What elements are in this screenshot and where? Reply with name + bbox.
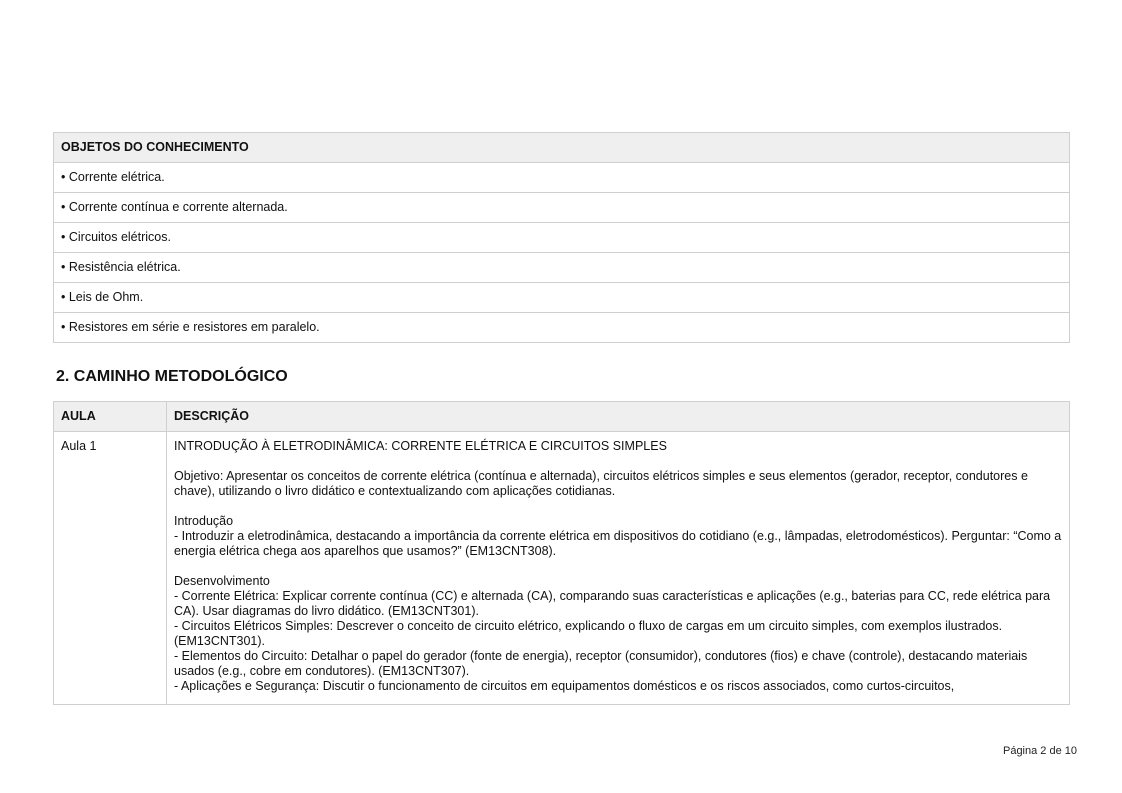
aula-title: INTRODUÇÃO À ELETRODINÂMICA: CORRENTE ELÉTRICA E CIRCUITOS SIMPLES	[174, 439, 667, 453]
objetos-table-header: OBJETOS DO CONHECIMENTO	[54, 133, 1070, 163]
page-number: Página 2 de 10	[1002, 745, 1077, 757]
table-row	[54, 432, 1070, 705]
desenvolvimento-item: - Aplicações e Segurança: Discutir o funcionamento de circuitos em equipamentos domésticos e os riscos associados, como curtos-circuitos,	[174, 679, 955, 693]
table-row	[54, 253, 1070, 283]
objeto-item: • Leis de Ohm.	[54, 283, 1070, 313]
table-row	[54, 283, 1070, 313]
objeto-item: • Circuitos elétricos.	[54, 223, 1070, 253]
aula-column-header: AULA	[54, 402, 167, 432]
objetivo-text: Objetivo: Apresentar os conceitos de corrente elétrica (contínua e alternada), circuitos elétricos simples e seus elementos (gerador, receptor, condutores e chave), utilizando o livro didático e contextualizando com aplicações cotidianas.	[174, 469, 1028, 498]
desenvolvimento-heading: Desenvolvimento	[174, 574, 270, 588]
desenvolvimento-item: - Elementos do Circuito: Detalhar o papel do gerador (fonte de energia), receptor (consumidor), condutores (fios) e chave (controle), destacando materiais usados (e.g., cobre em condutores). (EM13CNT307).	[174, 649, 1028, 678]
introducao-heading: Introdução	[174, 514, 234, 528]
desenvolvimento-block	[174, 574, 1062, 694]
aula-cell: Aula 1	[54, 432, 167, 705]
descricao-column-header: DESCRIÇÃO	[167, 402, 1070, 432]
caminho-metodologico-table	[53, 401, 1070, 705]
table-row	[54, 163, 1070, 193]
table-row	[54, 313, 1070, 343]
objetos-conhecimento-table	[53, 132, 1070, 343]
section-title: 2. CAMINHO METODOLÓGICO	[56, 368, 288, 385]
introducao-block	[174, 514, 1062, 559]
objeto-item: • Corrente elétrica.	[54, 163, 1070, 193]
introducao-item: - Introduzir a eletrodinâmica, destacando a importância da corrente elétrica em dispositivos do cotidiano (e.g., lâmpadas, eletrodomésticos). Perguntar: “Como a energia elétrica chega aos aparelhos que usamos?” (EM13CNT308).	[174, 529, 1062, 558]
objeto-item: • Resistência elétrica.	[54, 253, 1070, 283]
objeto-item: • Resistores em série e resistores em paralelo.	[54, 313, 1070, 343]
descricao-cell	[167, 432, 1070, 705]
table-row	[54, 223, 1070, 253]
table-row	[54, 193, 1070, 223]
objeto-item: • Corrente contínua e corrente alternada.	[54, 193, 1070, 223]
desenvolvimento-item: - Corrente Elétrica: Explicar corrente contínua (CC) e alternada (CA), comparando suas características e aplicações (e.g., baterias para CC, rede elétrica para CA). Usar diagramas do livro didático. (EM13CNT301).	[174, 589, 1051, 618]
desenvolvimento-item: - Circuitos Elétricos Simples: Descrever o conceito de circuito elétrico, explicando o fluxo de cargas em um circuito simples, com exemplos ilustrados. (EM13CNT301).	[174, 619, 1003, 648]
